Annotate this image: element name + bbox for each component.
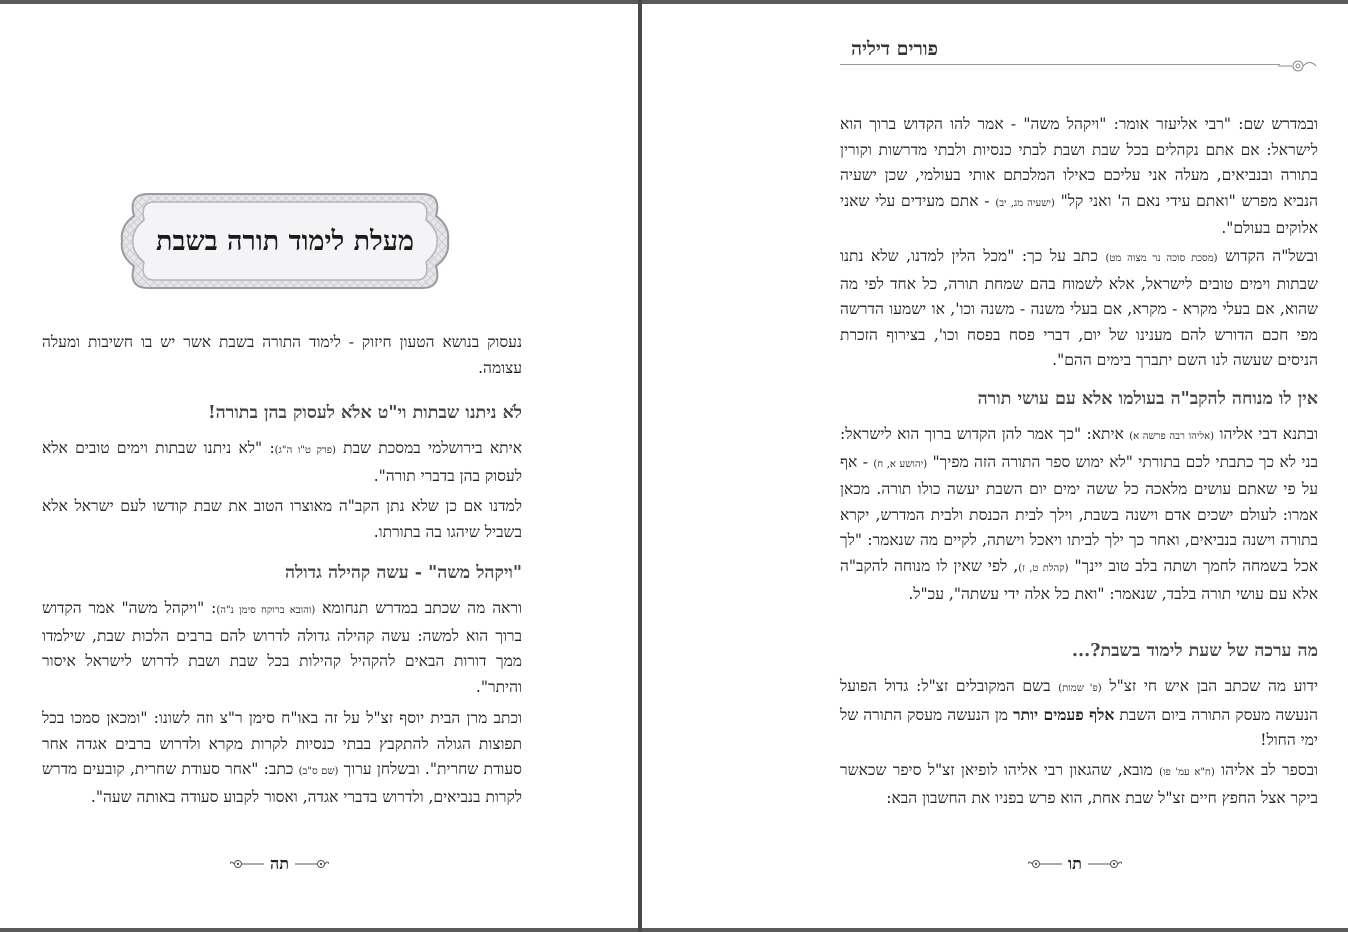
text: כתב: "אחר סעודת שחרית, קובעים מדרש לקרות בנביאים, ולדרוש בדברי אגדה, ואסור לקבוע סעודה באותה שעה". bbox=[42, 760, 522, 806]
source-reference: (אליהו רבה פרשה א) bbox=[1129, 431, 1215, 442]
text: בשם המקובלים זצ"ל: גדול הפועל הנעשה מעסק התורה ביום השבת bbox=[840, 677, 1318, 724]
intro-text: נעסוק בנושא הטעון חיזוק - לימוד התורה בשבת אשר יש בו חשיבות ומעלה עצומה. bbox=[42, 333, 522, 377]
text: מן הנעשה מעסק התורה של ימי החול! bbox=[840, 705, 1318, 750]
paragraph bbox=[42, 706, 522, 810]
text: ידוע מה שכתב הבן איש חי זצ"ל bbox=[1101, 677, 1319, 695]
text: למדנו אם כן שלא נתן הקב"ה מאוצרו הטוב את שבת קודשו לעם ישראל אלא בשביל שיהגו בה בתורתו. bbox=[42, 497, 522, 541]
section-heading: "ויקהל משה" - עשה קהילה גדולה bbox=[284, 563, 522, 583]
paragraph bbox=[840, 674, 1318, 754]
page-number-footer bbox=[1028, 854, 1122, 874]
section-heading: מה ערכה של שעת לימוד בשבת?... bbox=[1071, 641, 1318, 661]
paragraph bbox=[42, 436, 522, 489]
right-page bbox=[642, 4, 1348, 928]
text: וראה מה שכתב במדרש תנחומא bbox=[315, 599, 522, 617]
source-reference: (פ' שמות) bbox=[1058, 683, 1102, 694]
section-heading: לֹא ניתנו שבתות וי"ט אלֹא לעסוק בהן בתורה! bbox=[207, 403, 522, 423]
paragraph bbox=[42, 596, 522, 700]
left-page bbox=[0, 4, 638, 928]
source-reference: (יהושע א, ח) bbox=[873, 458, 928, 470]
text: , לפי שאין לו מנוחה להקב"ה אלא עם עושי תורה בלבד, שנאמר: "ואת כל אלה ידי עשתה", עכ"ל. bbox=[840, 556, 1318, 603]
text: : "לא ניתנו שבתות וימים טובים אלא לעסוק בהן בדברי תורה". bbox=[42, 439, 522, 485]
text: ובספר לב אליהו bbox=[1214, 761, 1319, 779]
chapter-title: מעלת לימוד תורה בשבת bbox=[156, 225, 414, 257]
section-heading-4 bbox=[840, 640, 1318, 661]
flourish-icon bbox=[230, 858, 264, 870]
text: כתב על כך: "מכל הלין למדנו, שלא נתנו שבתות וימים טובים לישראל, אלא לשמוח בהם שמחת תורה, כל אחד לפי מה שהוא, אם בעלי מקרא - מקרא, אם בעלי משנה - משנה וכו', או ישמעו הדרשה מפי חכם הדורש להם מענינו של יום, דברי פסח בפסח וכו', בצירוף הזכרת הניסים שעשה לנו השם יתברך בימים ההם". bbox=[840, 247, 1318, 370]
section-heading-2 bbox=[42, 562, 522, 583]
text: ובתנא דבי אליהו bbox=[1214, 425, 1318, 443]
flourish-icon bbox=[1088, 858, 1122, 870]
text: - אתם מעידים עלי שאני אלוקים בעולם". bbox=[840, 191, 1318, 238]
paragraph bbox=[840, 422, 1318, 607]
bottom-border bbox=[0, 928, 1348, 932]
text: וכתב מרן הבית יוסף זצ"ל על זה באו"ח סימן ר"צ וזה לשונו: "ומכאן סמכו בכל תפוצות הגולה להתקבץ בבתי כנסיות לקרות מקרא ולדרוש ברבים אגדה אחר סעודת שחרית". ובשלחן ערוך bbox=[42, 709, 522, 779]
paragraph bbox=[840, 244, 1318, 374]
source-reference: (ישעיה מג, יב) bbox=[995, 197, 1055, 209]
source-reference: (מסכת סוכה נר מצוה מט) bbox=[1105, 253, 1218, 264]
text: איתא בירושלמי במסכת שבת bbox=[335, 439, 522, 457]
flourish-icon bbox=[1028, 858, 1062, 870]
text: מובא, שהגאון רבי אליהו לופיאן זצ"ל סיפר שכאשר ביקר אצל החפץ חיים זצ"ל שבת אחת, הוא פרש בפניו את החשבון הבא: bbox=[840, 761, 1318, 807]
text: איתא: "כך אמר להן הקדוש ברוך הוא לישראל: בני לא כך כתבתי לכם בתורתי "לא ימוש ספר התורה הזה מפיך" bbox=[840, 425, 1318, 471]
section-heading: אין לו מנוחה להקב"ה בעולמו אלא עם עושי תורה bbox=[977, 389, 1318, 409]
paragraph bbox=[840, 758, 1318, 811]
flourish-icon bbox=[295, 858, 329, 870]
text: ובמדרש שם: "רבי אליעזר אומר: "ויקהל משה" - אמר להו הקדוש ברוך הוא לישראל: אם אתם נקהלים בכל שבת ושבת לבתי כנסיות ולבתי מדרשות וקורין בתורה ובנביאים, מעלה אני עליכם כאילו המלכתם אותי בעולמי, שכן ישעיה הנביא מפרש "ואתם עידי נאם ה' ואני קל" bbox=[840, 115, 1318, 210]
source-reference: (קהלת ט, ז) bbox=[1018, 562, 1069, 574]
chapter-title-frame bbox=[118, 186, 452, 296]
source-reference: (והובא ברוקח סימן נ"ה) bbox=[216, 605, 316, 616]
source-reference: (פרק ט"ו ה"ג) bbox=[274, 445, 336, 456]
section-heading-3 bbox=[840, 388, 1318, 409]
section-heading-1 bbox=[42, 402, 522, 423]
text: ובשל"ה הקדוש bbox=[1217, 247, 1318, 265]
source-reference: (שם ס"ב) bbox=[298, 766, 339, 778]
paragraph bbox=[42, 494, 522, 545]
emphasis-text: אלף פעמים יותר bbox=[1012, 704, 1115, 724]
page-number: תה bbox=[270, 854, 289, 873]
page-number: תו bbox=[1068, 854, 1082, 873]
running-head: פורים דיליה bbox=[851, 38, 938, 60]
intro-paragraph bbox=[42, 330, 522, 381]
source-reference: (ח"א עמ' פו) bbox=[1159, 767, 1215, 778]
text: : "ויקהל משה" אמר הקדוש ברוך הוא למשה: עשה קהילה גדולה לדרוש להם ברבים הלכות שבת, שילמדו ממך דורות הבאים להקהיל קהילות בכל שבת ושבת לדרוש לישראל איסור והיתר". bbox=[42, 599, 522, 696]
text: - אף על פי שאתם עושים מלאכה כל ששה ימים יום השבת יעשה כולו תורה. מכאן אמרו: לעולם ישכים אדם וישנה בשבת, וילך לבית הכנסת ולבית המדרש, יקרא בתורה וישנה בנביאים, ואחר כך ילך לביתו ויאכל וישתה, לקיים מה שנאמר: "לך אכל בשמחה לחמך ושתה בלב טוב יינך" bbox=[840, 452, 1318, 575]
paragraph bbox=[840, 112, 1318, 242]
page-number-footer bbox=[230, 854, 329, 874]
